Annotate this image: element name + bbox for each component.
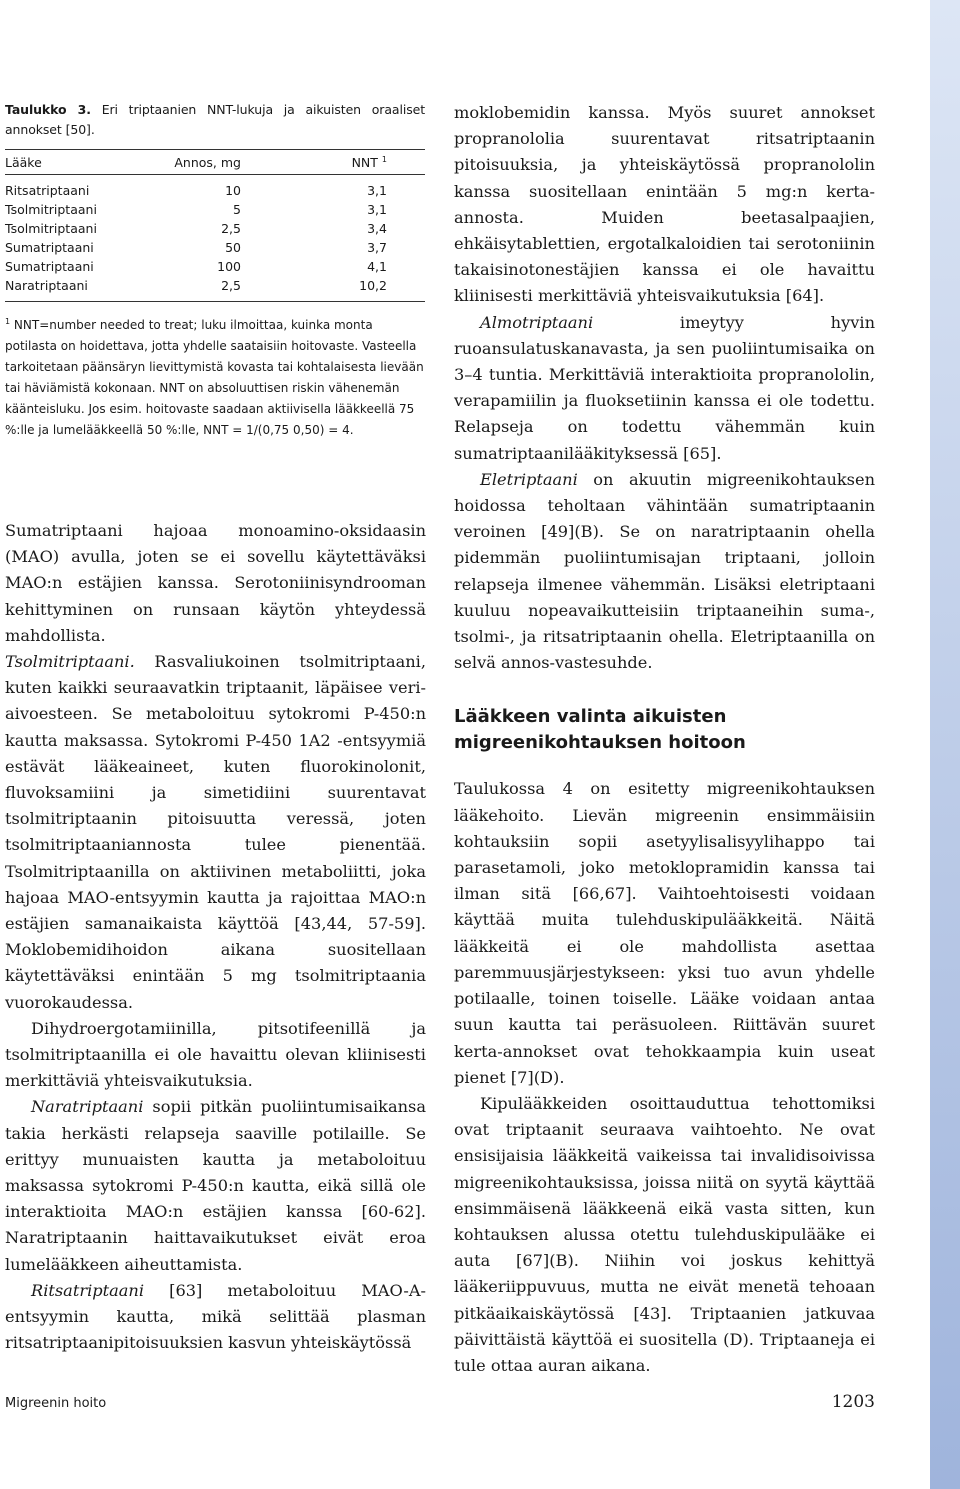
table-body: [5, 175, 425, 301]
paragraph: Dihydroergotamiinilla, pitsotifeenillä ja tsolmitriptaanilla ei ole havaittu olevan kliinisesti merkittäviä yhteisvaikutuksia.: [5, 1018, 426, 1091]
table-caption: [5, 100, 425, 139]
paragraph: Naratriptaani sopii pitkän puoliintumisaikansa takia herkästi relapseja saaville potilaille. Se erittyy munuaisten kautta ja metaboloituu maksassa sytokromi P-450:n kautta, eikä sillä ole interaktioita MAO:n estäjien kanssa [60-62]. Naratriptaanin haittavaikutukset eivät eroa lumelääkkeen aiheuttamista.: [5, 1097, 426, 1274]
paragraph: Sumatriptaani hajoaa monoamino-oksidaasin (MAO) avulla, joten se ei sovellu käytettäväksi MAO:n estäjien kanssa. Serotoniinisyndrooman kehittyminen on runsaan käytön yhteydessä mahdollista.: [5, 521, 426, 645]
col-header-nnt: NNT $^1$: [351, 154, 387, 170]
table-row: Sumatriptaani 100 4,1: [5, 259, 387, 274]
paragraph: moklobemidin kanssa. Myös suuret annokset propranololia suurentavat ritsatriptaanin pitoisuuksia, ja yhteiskäytössä propranololin kanssa suositellaan enintään 5 mg:n kerta-annosta. Muiden beetasalpaajien, ehkäisytablettien, ergotalkaloidien tai serotoniinin takaisinotonestäjien kanssa ei ole havaittu kliinisesti merkittäviä yhteisvaikutuksia [64].: [454, 103, 875, 306]
right-text-column: [454, 100, 875, 1379]
drug-term: Naratriptaani: [31, 1097, 144, 1117]
drug-term: Eletriptaani: [480, 469, 578, 489]
paragraph: Taulukossa 4 on esitetty migreenikohtauksen lääkehoito. Lievän migreenin ensimmäisiin kohtauksiin sopii asetyylisalisyylihappo tai parasetamoli, joko metoklopramidin kanssa tai ilman sitä [66,67]. Vaihtoehtoisesti voidaan käyttää muita tulehduskipulääkkeitä. Näitä lääkkeitä ei ole mahdollista asettaa paremmuusjärjestykseen: yksi tuo avun yhdelle potilaalle, toinen toiselle. Lääke voidaan antaa suun kautta tai peräsuoleen. Riittävän suuret kerta-annokset ovat tehokkaampia kuin useat pienet [7](D).: [454, 779, 875, 1087]
table-row: Tsolmitriptaani 2,5 3,4: [5, 221, 387, 236]
page-footer: [5, 1392, 875, 1412]
table-3: [5, 100, 425, 453]
footer-section-title: Migreenin hoito: [5, 1396, 107, 1411]
left-text-column: [5, 518, 426, 1357]
col-header-drug: Lääke: [5, 154, 42, 170]
table-row: Naratriptaani 2,5 10,2: [5, 278, 387, 293]
drug-term: Almotriptaani: [480, 312, 594, 332]
paragraph: Ritsatriptaani [63] metaboloituu MAO-A-entsyymin kautta, mikä selittää plasman ritsatriptaanipitoisuuksien kasvun yhteiskäytössä: [5, 1280, 426, 1353]
page-edge-color-bar: [930, 0, 960, 1489]
section-heading: Lääkkeen valinta aikuisten migreenikohtauksen hoitoon: [454, 706, 746, 754]
table-caption-text: Eri triptaanien NNT-lukuja ja aikuisten oraaliset annokset [50].: [5, 102, 426, 137]
table-row: Tsolmitriptaani 5 3,1: [5, 202, 387, 217]
paragraph: Eletriptaani on akuutin migreenikohtauksen hoidossa teholtaan vähintään sumatriptaanin veroinen [49](B). Se on naratriptaanin ohella pidemmän puoliintumisajan triptaani, jolloin relapseja ilmenee vähemmän. Lisäksi eletriptaani kuuluu nopeavaikutteisiin triptaaneihin suma-, tsolmi-, ja ritsatriptaanin ohella. Eletriptaanilla on selvä annos-vastesuhde.: [454, 469, 875, 673]
table-footnote: $^1$ NNT=number needed to treat; luku ilmoittaa, kuinka monta potilasta on hoidettava, jotta yhdelle saataisiin hoitovaste. Vasteella tarkoitetaan päänsäryn lievittymistä kovasta tai kohtalaisesta lievään tai häviämistä kokonaan. NNT on absoluuttisen riskin vähenemän käänteisluku. Jos esim. hoitovaste saadaan aktiivisella lääkkeellä 75 %:lle ja lumelääkkeellä 50 %:lle, NNT = 1/(0,75 0,50) = 4.: [5, 317, 424, 437]
table-row: Ritsatriptaani 10 3,1: [5, 183, 387, 198]
drug-term: Ritsatriptaani: [31, 1280, 145, 1300]
drug-term: Tsolmitriptaani.: [5, 652, 135, 672]
paragraph: Kipulääkkeiden osoittauduttua tehottomiksi ovat triptaanit seuraava vaihtoehto. Ne ovat ensisijaisia lääkkeitä vaikeissa tai invalidisoivissa migreenikohtauksissa, joissa niitä on syytä käyttää ensimmäisenä lääkkeenä eikä vasta sitten, kun kohtauksen alussa otettu tulehduskipulääke ei auta [67](B). Niihin voi joskus kehittyä lääkeriippuvuus, mutta ne eivät menetä tehoaan pitkäaikaiskäytössä [43]. Triptaanien jatkuvaa päivittäistä käyttöä ei suositella (D). Triptaaneja ei tule ottaa auran aikana.: [454, 1093, 875, 1375]
table-bottom-rule: [5, 301, 425, 302]
paragraph: Almotriptaani imeytyy hyvin ruoansulatuskanavasta, ja sen puoliintumisaika on 3–4 tuntia. Merkittäviä interaktioita propranololin, verapamiilin ja fluoksetiinin kanssa ei ole todettu. Relapseja on todettu vähemmän kuin sumatriptaanilääkityksessä [65].: [454, 312, 875, 463]
table-caption-label: Taulukko 3.: [5, 102, 91, 117]
paragraph: Tsolmitriptaani. Rasvaliukoinen tsolmitriptaani, kuten kaikki seuraavatkin triptaanit, läpäisee veri-aivoesteen. Se metaboloituu sytokromi P-450:n kautta maksassa. Sytokromi P-450 1A2 -entsyymiä estävät lääkeaineet, kuten fluorokinolonit, fluvoksamiini ja simetidiini suurentavat tsolmitriptaanin pitoisuutta veressä, joten tsolmitriptaaniannosta tulee pienentää. Tsolmitriptaanilla on aktiivinen metaboliitti, joka hajoaa MAO-entsyymin kautta ja rajoittaa MAO:n estäjien samanaikaista käyttöä [43,44, 57-59]. Moklobemidihoidon aikana suositellaan käytettäväksi enintään 5 mg tsolmitriptaania vuorokaudessa.: [5, 652, 426, 1012]
table-header-row: [5, 150, 425, 174]
page-number: 1203: [831, 1392, 875, 1412]
table-row: Sumatriptaani 50 3,7: [5, 240, 387, 255]
col-header-dose: Annos, mg: [174, 154, 241, 170]
